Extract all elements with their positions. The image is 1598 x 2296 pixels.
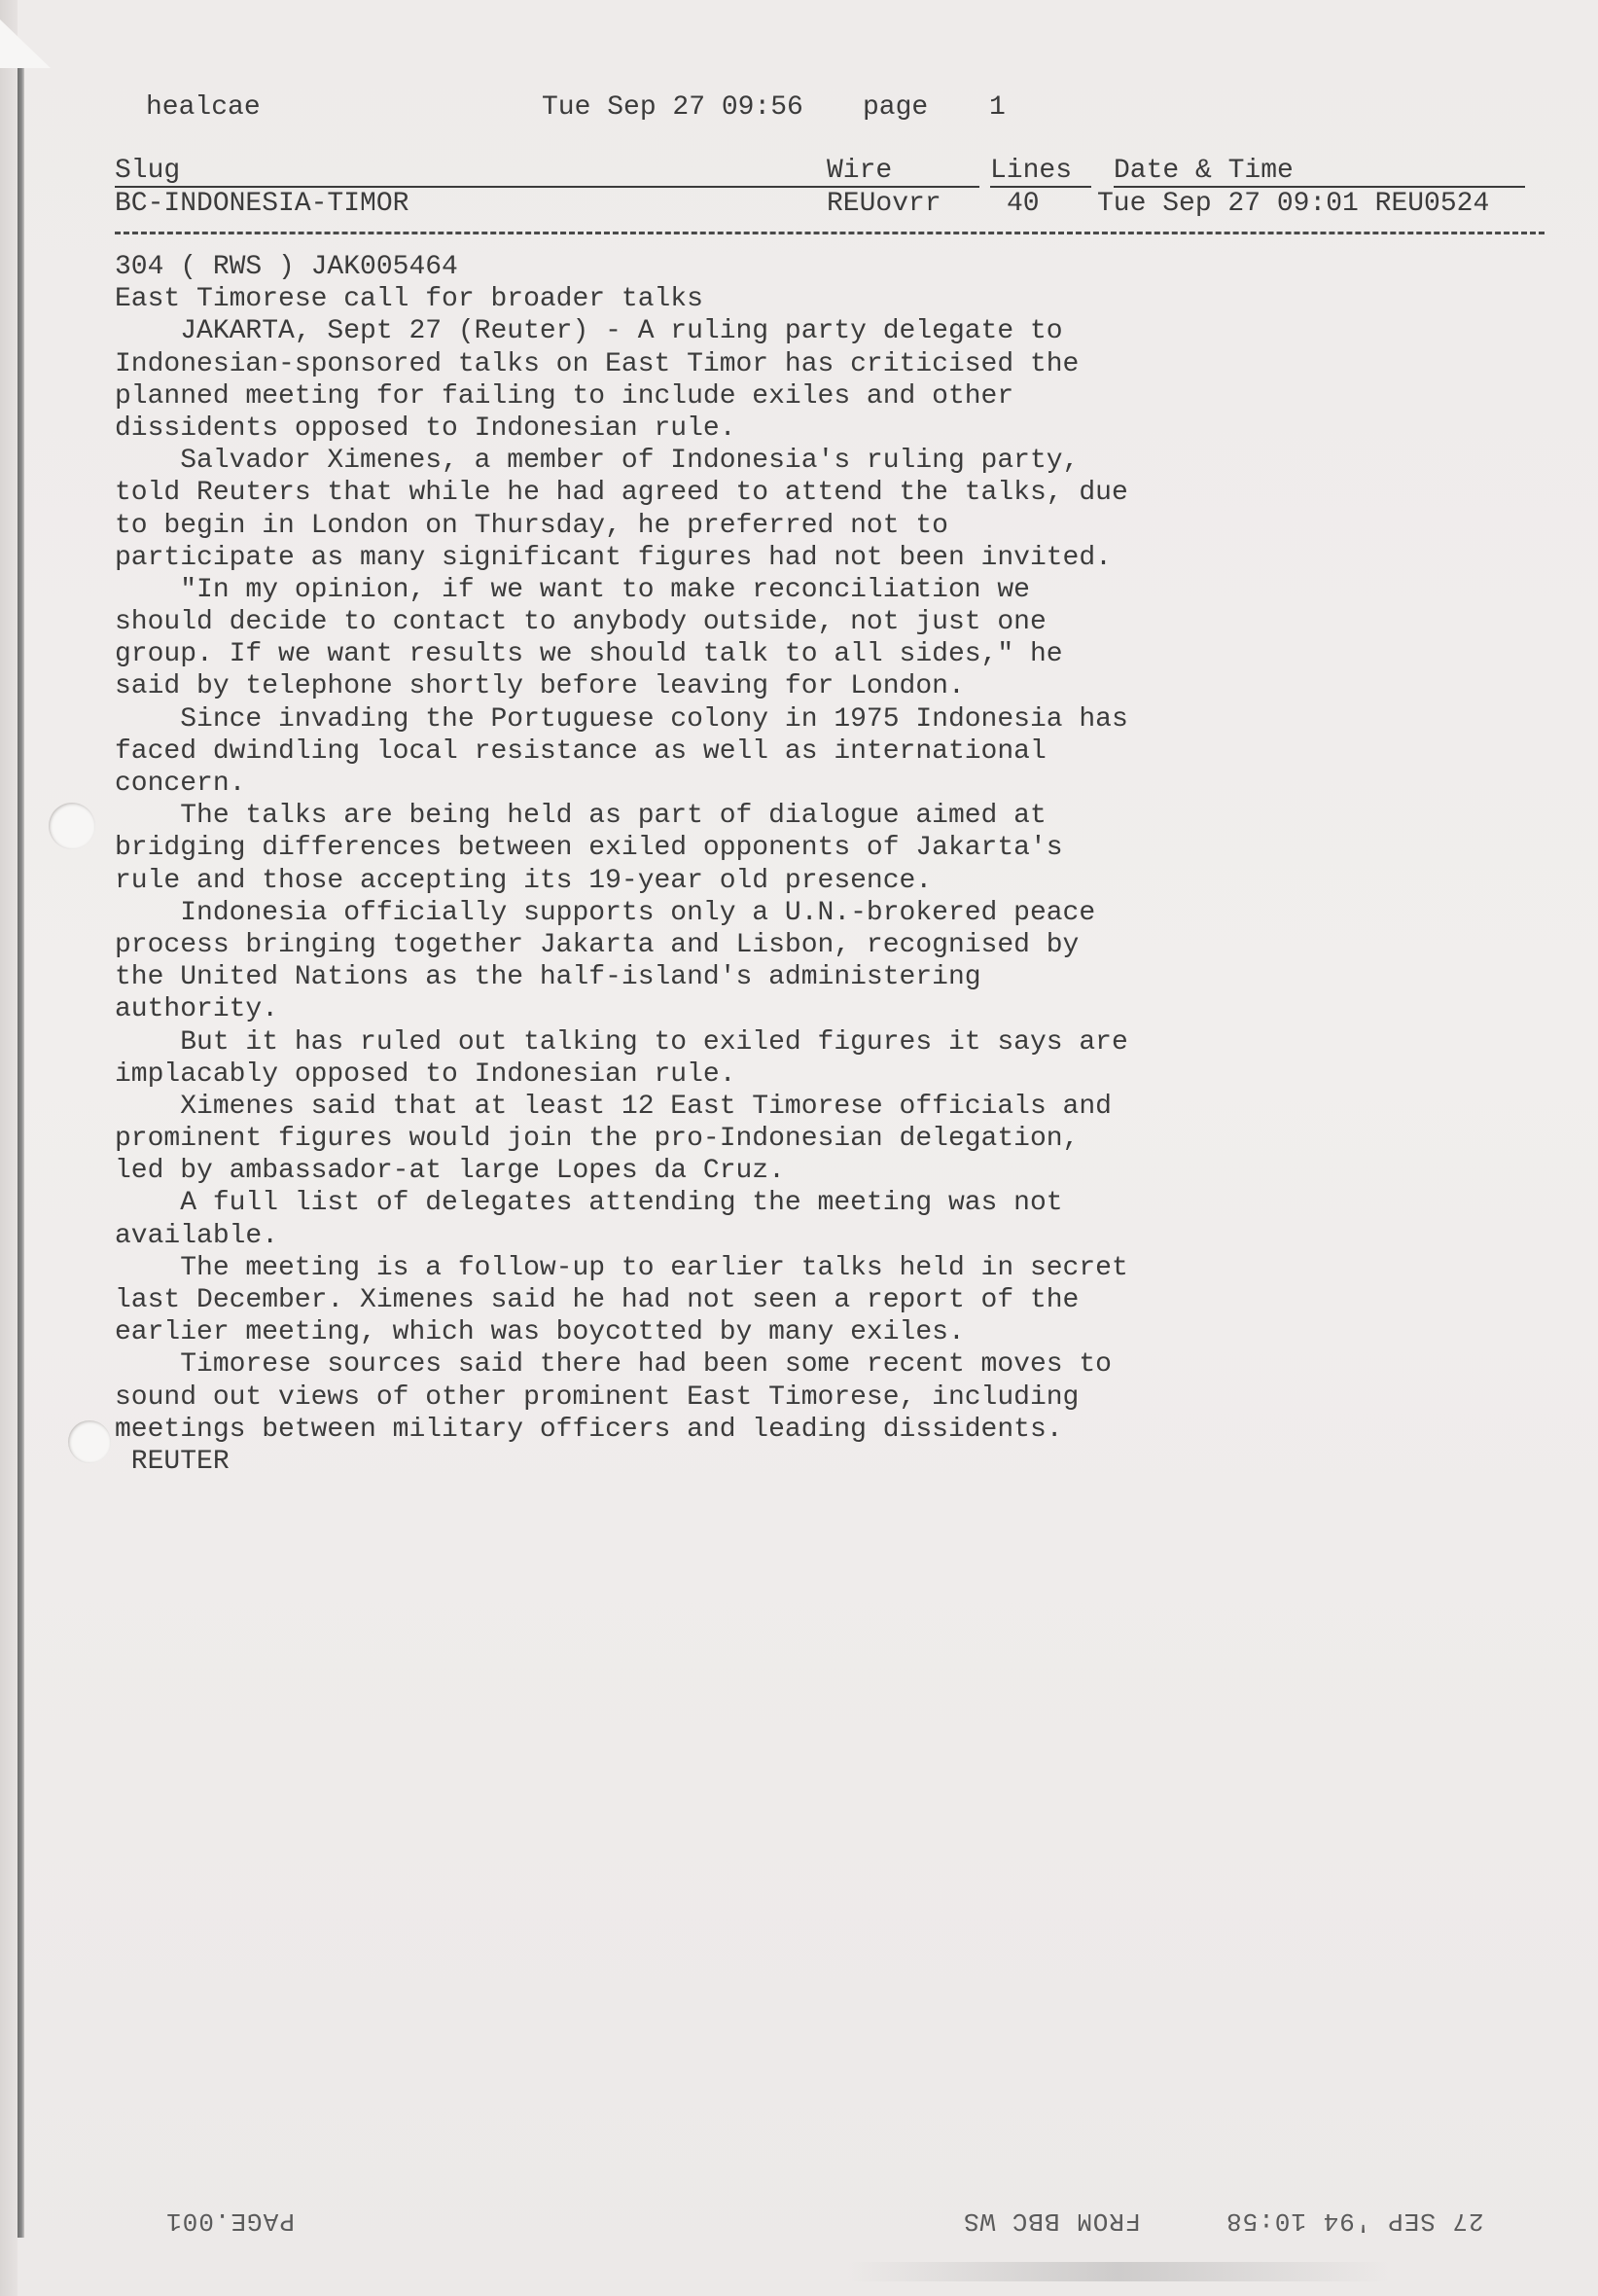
page-number: 1 [989,92,1006,123]
story-line: process bringing together Jakarta and Lisbon, recognised by [115,929,1080,960]
fax-from-footer: FROM BBC WS [963,2206,1141,2236]
lines-label: Lines [990,156,1091,188]
punch-hole-upper [49,803,95,849]
lines-value: 40 [1007,189,1040,219]
story-line: East Timorese call for broader talks [115,284,703,315]
story-line: last December. Ximenes said he had not seen a report of the [115,1285,1080,1315]
scan-smudge [846,2262,1391,2281]
story-line: dissidents opposed to Indonesian rule. [115,413,736,444]
story-line: But it has ruled out talking to exiled figures it says are [115,1026,1128,1058]
story-line: prominent figures would join the pro-Indonesian delegation, [115,1124,1080,1155]
slug-value: BC-INDONESIA-TIMOR [115,189,409,219]
story-line: Indonesian-sponsored talks on East Timor has criticised the [115,348,1080,379]
punch-hole-lower [68,1420,111,1463]
slug-labels-row [115,156,1545,189]
wire-value: REUovrr [827,189,941,219]
story-line: led by ambassador-at large Lopes da Cruz. [115,1156,785,1187]
story-line: to begin in London on Thursday, he preferred not to [115,510,948,541]
story-line: the United Nations as the half-island's administering [115,962,981,993]
story-line: available. [115,1220,279,1251]
story-line: sound out views of other prominent East Timorese, including [115,1381,1080,1413]
host-name: healcae [146,92,261,123]
page-label: page [863,92,929,123]
story-line: should decide to contact to anybody outside, not just one [115,607,1047,638]
story-line: rule and those accepting its 19-year old presence. [115,865,933,896]
story-line: Since invading the Portuguese colony in 1975 Indonesia has [115,703,1128,735]
story-line: earlier meeting, which was boycotted by many exiles. [115,1317,965,1348]
story-line: planned meeting for failing to include exiles and other [115,380,1014,412]
datetime-label: Date & Time [1114,156,1525,188]
story-line: A full list of delegates attending the meeting was not [115,1188,1063,1219]
binding-edge [18,68,24,2238]
story-line: 304 ( RWS ) JAK005464 [115,252,458,282]
dashed-separator [115,232,1545,238]
folded-corner [0,19,51,68]
story-line: "In my opinion, if we want to make reconciliation we [115,574,1030,605]
story-line: Salvador Ximenes, a member of Indonesia's ruling party, [115,446,1080,477]
story-line: bridging differences between exiled opponents of Jakarta's [115,833,1063,864]
datetime-value: Tue Sep 27 09:01 REU0524 [1097,189,1490,219]
story-line: concern. [115,769,246,799]
story-line: The talks are being held as part of dialogue aimed at [115,801,1047,832]
story-line: Indonesia officially supports only a U.N.-brokered peace [115,897,1096,928]
print-timestamp: Tue Sep 27 09:56 [542,92,803,123]
slug-values-row [115,189,1545,222]
story-line: participate as many significant figures had not been invited. [115,542,1112,573]
story-line: group. If we want results we should talk to all sides," he [115,639,1063,670]
story-line: Ximenes said that at least 12 East Timorese officials and [115,1091,1112,1122]
slug-label: Slug [115,156,853,188]
story-line: told Reuters that while he had agreed to attend the talks, due [115,478,1128,509]
page-edge-shadow [0,0,18,2296]
story-line: The meeting is a follow-up to earlier talks held in secret [115,1252,1128,1283]
story-line: authority. [115,994,279,1025]
story-line: JAKARTA, Sept 27 (Reuter) - A ruling party delegate to [115,316,1063,347]
story-line: said by telephone shortly before leaving for London. [115,671,965,702]
wire-label: Wire [827,156,979,188]
story-line: Timorese sources said there had been some recent moves to [115,1349,1112,1381]
story-line: meetings between military officers and leading dissidents. [115,1414,1063,1445]
fax-page-footer: PAGE.001 [165,2206,295,2236]
fax-date-footer: 27 SEP '94 10:58 [1225,2206,1484,2236]
story-line: implacably opposed to Indonesian rule. [115,1058,736,1090]
slug-table [115,156,1545,222]
story-line: REUTER [115,1446,230,1477]
story-line: faced dwindling local resistance as well as international [115,735,1047,767]
story-body [115,251,1282,1478]
